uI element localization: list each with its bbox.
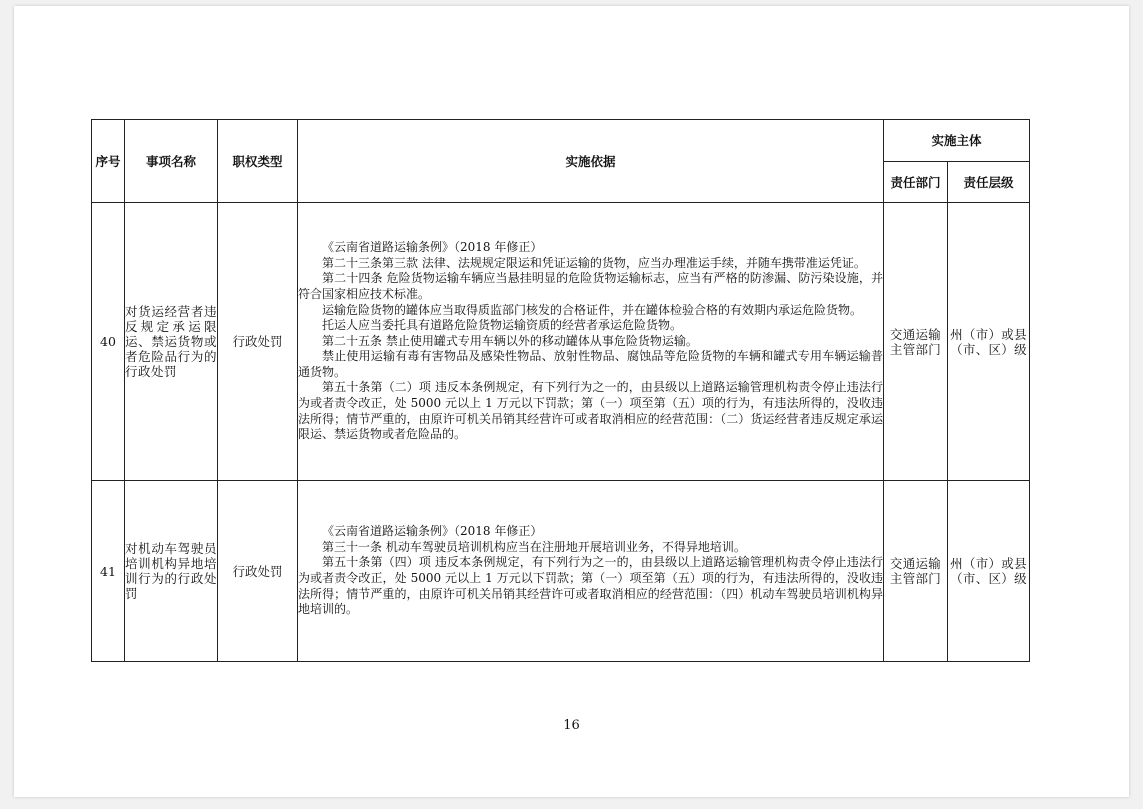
row-level: 州（市）或县（市、区）级: [948, 481, 1030, 662]
row-basis: [298, 481, 884, 662]
row-dept: 交通运输主管部门: [884, 203, 948, 481]
row-name: 对机动车驾驶员培训机构异地培训行为的行政处罚: [125, 481, 218, 662]
header-dept: 责任部门: [884, 162, 948, 203]
table-row: [92, 203, 1030, 481]
row-type: 行政处罚: [218, 203, 298, 481]
basis-line: 第二十三条第三款 法律、法规规定限运和凭证运输的货物，应当办理准运手续，并随车携带准运凭证。: [322, 255, 866, 270]
row-basis: [298, 203, 884, 481]
basis-line: 第二十五条 禁止使用罐式专用车辆以外的移动罐体从事危险货物运输。: [322, 333, 698, 348]
matters-table: [91, 119, 1030, 662]
basis-line: 禁止使用运输有毒有害物品及感染性物品、放射性物品、腐蚀品等危险货物的车辆和罐式专用车辆运输普通货物。: [298, 349, 883, 379]
row-level: 州（市）或县（市、区）级: [948, 203, 1030, 481]
basis-line: 《云南省道路运输条例》（2018 年修正）: [322, 524, 543, 539]
row-type: 行政处罚: [218, 481, 298, 662]
header-basis: 实施依据: [298, 120, 884, 203]
header-seq: 序号: [92, 120, 125, 203]
basis-line: 第二十四条 危险货物运输车辆应当悬挂明显的危险货物运输标志，应当有严格的防渗漏、防污染设施，并符合国家相应技术标准。: [298, 271, 883, 301]
row-name: 对货运经营者违反规定承运限运、禁运货物或者危险品行为的行政处罚: [125, 203, 218, 481]
header-name: 事项名称: [125, 120, 218, 203]
basis-line: 第三十一条 机动车驾驶员培训机构应当在注册地开展培训业务，不得异地培训。: [322, 539, 746, 554]
basis-line: 第五十条第（四）项 违反本条例规定，有下列行为之一的，由县级以上道路运输管理机构责令停止违法行为或者责令改正，处 5000 元以上 1 万元以下罚款；第（一）项至第（五）项的行为，有违法所得的，没收违法所得；情节严重的，由原许可机关吊销其经营许可或者取消相应的经营范围：（四）机动车驾驶员培训机构异地培训的。: [298, 555, 883, 617]
row-dept: 交通运输主管部门: [884, 481, 948, 662]
header-level: 责任层级: [948, 162, 1030, 203]
basis-line: 《云南省道路运输条例》（2018 年修正）: [322, 240, 543, 255]
basis-line: 运输危险货物的罐体应当取得质监部门核发的合格证件，并在罐体检验合格的有效期内承运危险货物。: [322, 302, 863, 317]
basis-line: 第五十条第（二）项 违反本条例规定，有下列行为之一的，由县级以上道路运输管理机构责令停止违法行为或者责令改正，处 5000 元以上 1 万元以下罚款；第（一）项至第（五）项的行为，有违法所得的，没收违法所得；情节严重的，由原许可机关吊销其经营许可或者取消相应的经营范围：（二）货运经营者违反规定承运限运、禁运货物或者危险品的。: [298, 380, 883, 442]
page-number: 16: [563, 718, 580, 733]
row-seq: 40: [92, 203, 125, 481]
header-type: 职权类型: [218, 120, 298, 203]
row-seq: 41: [92, 481, 125, 662]
table-row: [92, 481, 1030, 662]
basis-line: 托运人应当委托具有道路危险货物运输资质的经营者承运危险货物。: [322, 318, 683, 333]
header-subject: 实施主体: [884, 120, 1030, 162]
